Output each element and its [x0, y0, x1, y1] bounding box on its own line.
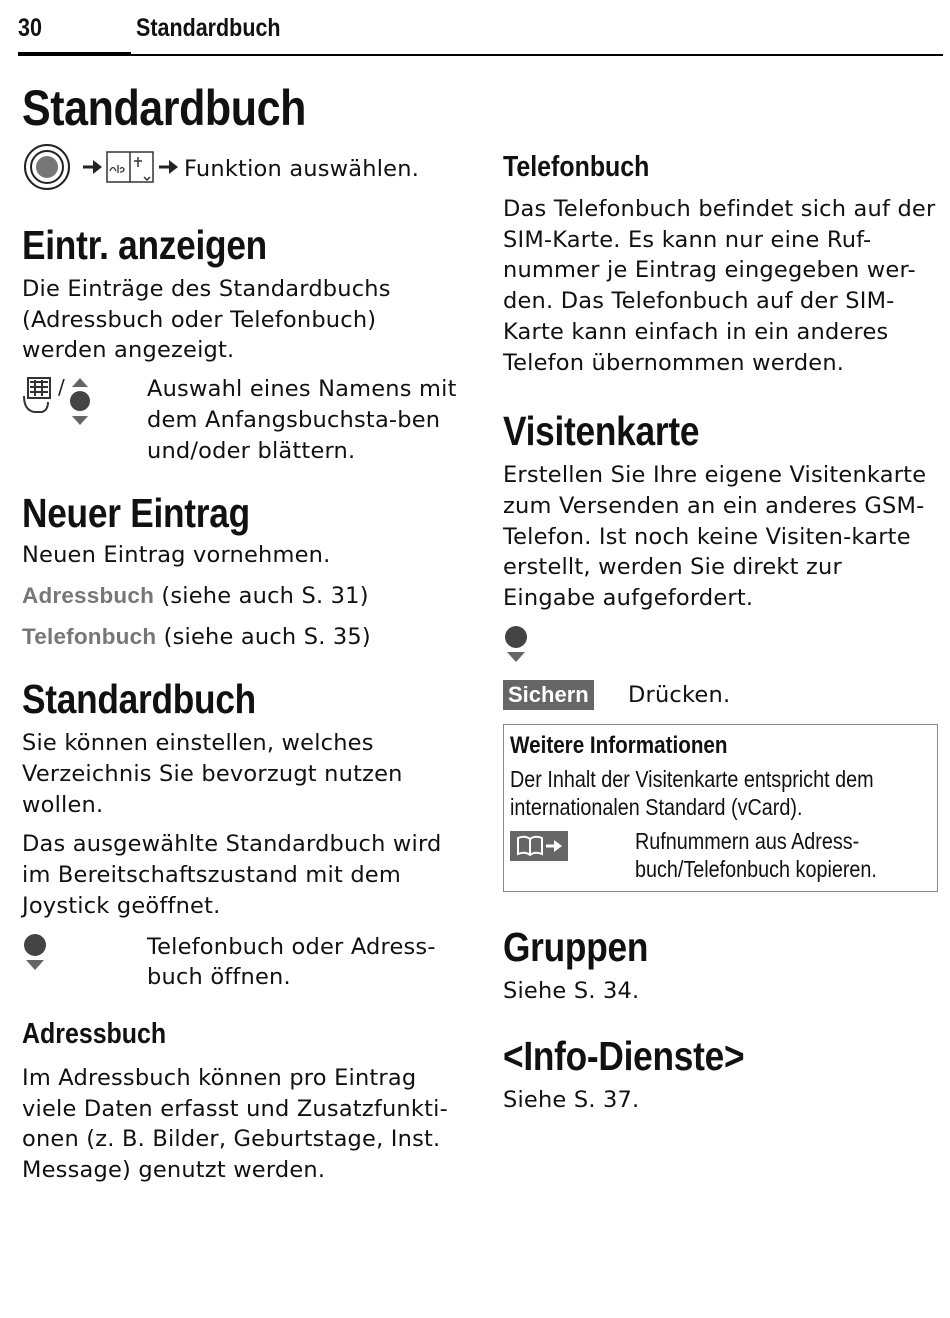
info-services-text: Siehe S. 37.	[503, 1087, 640, 1114]
joystick-press-icon	[22, 142, 72, 196]
section-heading-phone-book: Telefonbuch	[503, 151, 650, 183]
entries-instruction: Auswahl eines Namens mit dem Anfangsbuchsta-ben und/oder blättern.	[147, 376, 457, 464]
phone-book-label: Telefonbuch	[22, 623, 157, 649]
navigation-instruction: Funktion auswählen.	[184, 156, 420, 182]
svg-text:/: /	[58, 375, 65, 400]
info-box-reference: Rufnummern aus Adress-buch/Telefonbuch kopieren.	[635, 828, 877, 883]
save-softkey[interactable]: Sichern	[503, 680, 594, 710]
phone-book-text: Das Telefonbuch befindet sich auf der SIM-Karte. Es kann nur eine Ruf-nummer je Eintrag eingegeben wer-den. Das Telefonbuch auf der SIM-Karte kann einfach in ein anderes Telefon übernommen werden.	[503, 196, 936, 376]
default-book-instruction: Telefonbuch oder Adress-buch öffnen.	[147, 933, 436, 991]
address-book-reference: (siehe auch S. 31)	[154, 582, 369, 609]
header-rule-thick	[18, 52, 131, 56]
book-reference-icon	[510, 827, 635, 883]
info-box-text: Der Inhalt der Visitenkarte entspricht dem internationalen Standard (vCard).	[510, 766, 874, 821]
keypad-joystick-icon	[22, 374, 147, 434]
save-instruction: Drücken.	[628, 681, 731, 708]
groups-text: Siehe S. 34.	[503, 978, 640, 1005]
section-heading-new-entry: Neuer Eintrag	[22, 490, 250, 537]
page-header	[18, 10, 943, 58]
section-heading-info-services: <Info-Dienste>	[503, 1033, 745, 1080]
arrow-right-icon	[158, 157, 180, 181]
address-book-label: Adressbuch	[22, 582, 155, 608]
section-heading-groups: Gruppen	[503, 924, 649, 971]
default-book-text-2: Das ausgewählte Standardbuch wird im Bereitschaftszustand mit dem Joystick geöffnet.	[22, 831, 442, 919]
default-book-text-1: Sie können einstellen, welches Verzeichnis Sie bevorzugt nutzen wollen.	[22, 730, 403, 818]
right-column	[503, 80, 938, 1116]
page-title: Standardbuch	[22, 80, 306, 136]
header-rule	[131, 54, 943, 56]
save-instruction-row	[503, 680, 938, 711]
section-heading-business-card: Visitenkarte	[503, 408, 700, 455]
arrow-right-icon	[82, 157, 104, 181]
section-heading-entries: Eintr. anzeigen	[22, 222, 267, 268]
entries-text: Die Einträge des Standardbuchs (Adressbuch oder Telefonbuch) werden angezeigt.	[22, 276, 391, 364]
new-entry-link-phone-book[interactable]	[22, 622, 462, 653]
phone-book-reference: (siehe auch S. 35)	[156, 623, 371, 650]
new-entry-text: Neuen Eintrag vornehmen.	[22, 542, 331, 569]
page-number: 30	[18, 14, 42, 42]
joystick-down-icon	[503, 624, 628, 672]
joystick-down-icon	[22, 932, 147, 980]
navigation-path	[22, 142, 462, 196]
left-column	[22, 80, 462, 1186]
entries-instruction-row	[22, 374, 462, 466]
info-box	[503, 724, 938, 892]
running-title: Standardbuch	[136, 14, 281, 42]
info-box-title: Weitere Informationen	[510, 732, 728, 760]
info-box-reference-row	[510, 827, 931, 883]
new-entry-link-address-book[interactable]	[22, 581, 462, 612]
business-card-text: Erstellen Sie Ihre eigene Visitenkarte zum Versenden an ein anderes GSM-Telefon. Ist noch keine Visiten-karte erstellt, werden Sie direkt zur Eingabe aufgefordert.	[503, 462, 927, 612]
address-book-text: Im Adressbuch können pro Eintrag viele Daten erfasst und Zusatzfunkti-onen (z. B. Bilder, Geburtstage, Inst. Message) genutzt werden.	[22, 1064, 448, 1184]
section-heading-address-book: Adressbuch	[22, 1017, 167, 1050]
business-card-instruction-row	[503, 624, 938, 672]
default-book-instruction-row	[22, 932, 462, 993]
address-book-icon	[104, 147, 158, 191]
section-heading-default-book: Standardbuch	[22, 676, 256, 723]
